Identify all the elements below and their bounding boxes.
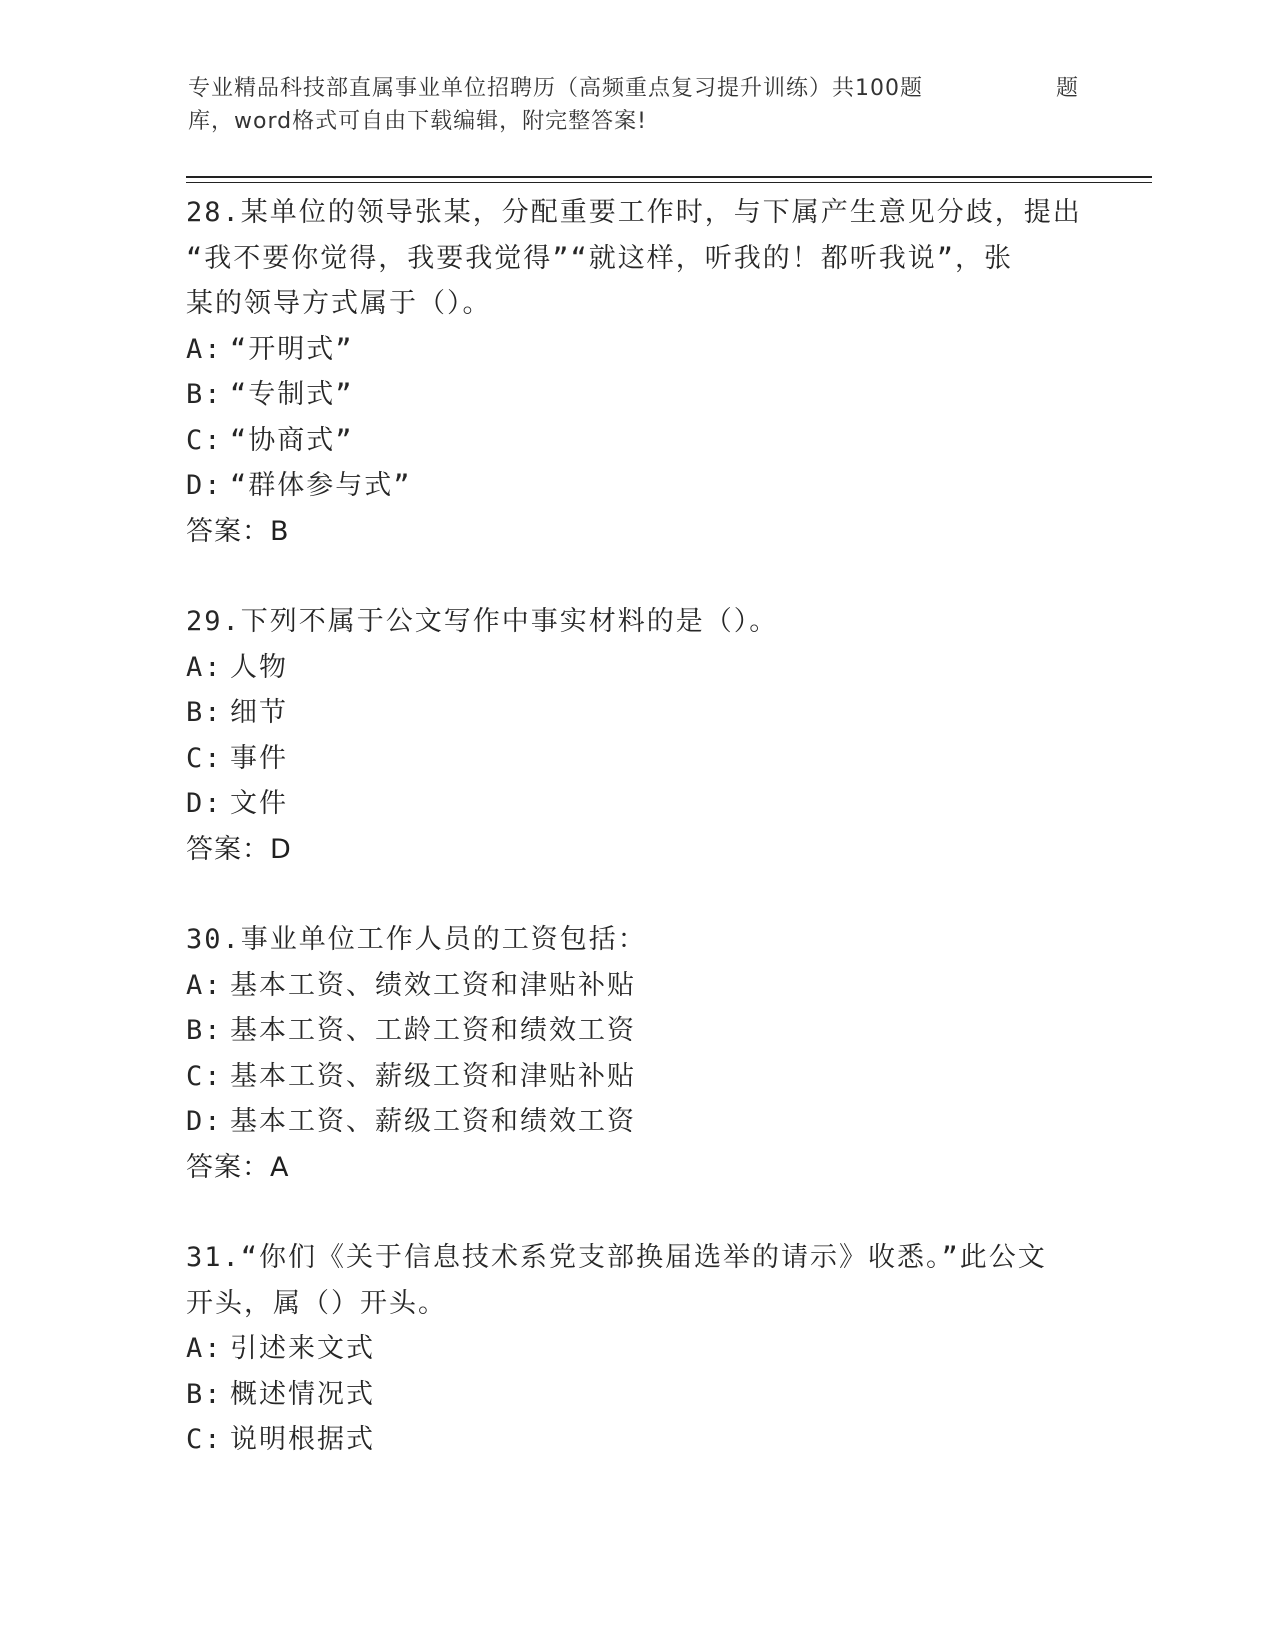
option-letter: A:	[186, 969, 223, 1001]
option-a	[186, 645, 1086, 691]
option-letter: C:	[186, 742, 223, 774]
option-text: 概述情况式	[230, 1378, 375, 1410]
option-d	[186, 1099, 1086, 1145]
question-stem-line: 30.事业单位工作人员的工资包括：	[186, 924, 647, 955]
option-text: 细节	[230, 697, 288, 728]
question-30	[186, 917, 1086, 1190]
document-header	[188, 72, 1088, 138]
option-c	[186, 736, 1086, 782]
option-b	[186, 690, 1086, 736]
option-text: 基本工资、工龄工资和绩效工资	[230, 1015, 636, 1046]
option-text: 引述来文式	[230, 1333, 375, 1364]
option-letter: B:	[186, 697, 223, 728]
option-text: 基本工资、薪级工资和津贴补贴	[230, 1060, 636, 1092]
option-b	[186, 372, 1086, 418]
header-title-line1: 专业精品科技部直属事业单位招聘历（高频重点复习提升训练）共100题	[188, 76, 923, 101]
option-text: 基本工资、薪级工资和绩效工资	[230, 1106, 636, 1137]
question-31	[186, 1235, 1086, 1463]
option-text: 说明根据式	[230, 1424, 375, 1455]
option-letter: D:	[186, 1106, 223, 1137]
option-letter: A:	[186, 333, 223, 365]
option-letter: B:	[186, 1378, 223, 1410]
answer-line: 答案：B	[186, 515, 290, 547]
header-rule-thick	[186, 176, 1152, 178]
header-title-line2: 库，word格式可自由下载编辑，附完整答案!	[188, 109, 647, 134]
option-text: “专制式”	[230, 379, 354, 410]
option-letter: A:	[186, 1333, 223, 1364]
answer-line: 答案：D	[186, 833, 292, 865]
option-a	[186, 1326, 1086, 1372]
option-d	[186, 781, 1086, 827]
question-stem-line: 31.“你们《关于信息技术系党支部换届选举的请示》收悉。”此公文	[186, 1242, 1047, 1273]
option-c	[186, 418, 1086, 464]
option-text: “协商式”	[230, 424, 354, 456]
option-letter: B:	[186, 379, 223, 410]
option-letter: B:	[186, 1015, 223, 1046]
option-letter: C:	[186, 1424, 223, 1455]
option-letter: C:	[186, 424, 223, 456]
option-d	[186, 463, 1086, 509]
question-stem-line: 29.下列不属于公文写作中事实材料的是（）。	[186, 606, 779, 637]
question-list	[186, 190, 1086, 1508]
header-rule-thin	[186, 182, 1152, 183]
option-b	[186, 1008, 1086, 1054]
question-28	[186, 190, 1086, 554]
option-c	[186, 1054, 1086, 1100]
answer-line: 答案：A	[186, 1151, 290, 1183]
option-text: “开明式”	[230, 333, 354, 365]
header-line-1	[188, 72, 1088, 105]
option-text: 基本工资、绩效工资和津贴补贴	[230, 969, 636, 1001]
option-text: 文件	[230, 788, 288, 819]
option-text: 人物	[230, 651, 288, 683]
question-stem-line: 28.某单位的领导张某，分配重要工作时，与下属产生意见分歧，提出	[186, 197, 1082, 228]
option-letter: A:	[186, 651, 223, 683]
header-title-tail: 题	[1056, 76, 1080, 101]
option-b	[186, 1372, 1086, 1418]
option-a	[186, 327, 1086, 373]
option-a	[186, 963, 1086, 1009]
option-letter: D:	[186, 470, 223, 501]
option-c	[186, 1417, 1086, 1463]
option-text: 事件	[230, 742, 288, 774]
option-letter: D:	[186, 788, 223, 819]
option-letter: C:	[186, 1060, 223, 1092]
question-29	[186, 599, 1086, 872]
question-stem-line: “我不要你觉得，我要我觉得”“就这样，听我的！都听我说”，张	[186, 242, 1014, 274]
option-text: “群体参与式”	[230, 470, 412, 501]
question-stem-line: 开头，属（）开头。	[186, 1287, 447, 1319]
question-stem-line: 某的领导方式属于（）。	[186, 288, 492, 319]
